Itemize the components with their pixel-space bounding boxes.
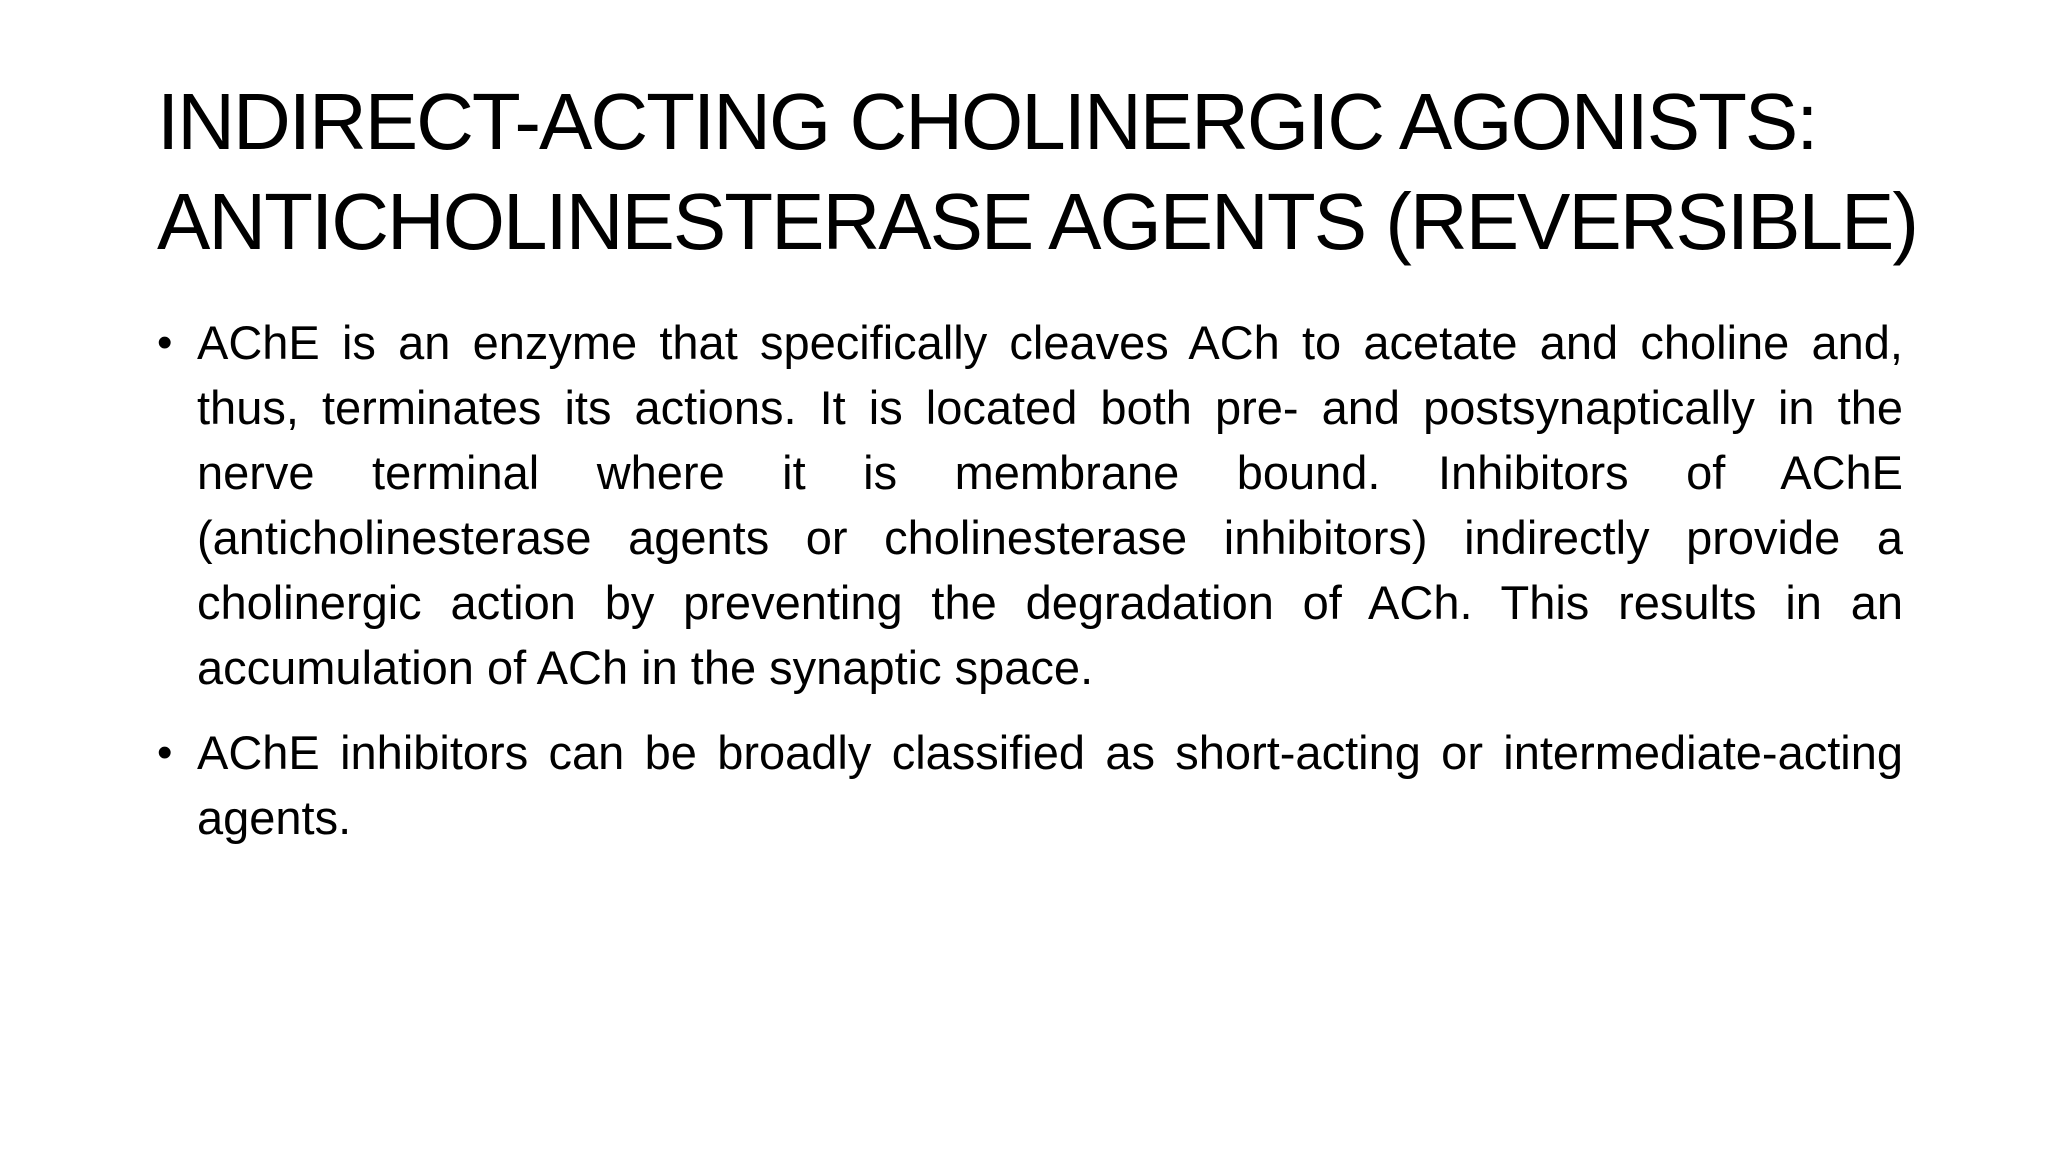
slide-title-line-2: ANTICHOLINESTERASE AGENTS (REVERSIBLE) xyxy=(157,177,1917,266)
bullet-item xyxy=(157,310,1903,700)
slide-title xyxy=(157,72,1957,272)
bullet-list xyxy=(157,310,1903,870)
bullet-text: AChE inhibitors can be broadly classified as short-acting or intermediate-acting agents. xyxy=(197,726,1903,844)
bullet-marker: • xyxy=(157,728,173,777)
slide-title-line-1: INDIRECT-ACTING CHOLINERGIC AGONISTS: xyxy=(157,77,1817,166)
bullet-item xyxy=(157,720,1903,850)
bullet-text: AChE is an enzyme that specifically cleaves ACh to acetate and choline and, thus, terminates its actions. It is located both pre- and postsynaptically in the nerve terminal where it is membrane bound. Inhibitors of AChE (anticholinesterase agents or cholinesterase inhibitors) indirectly provide a cholinergic action by preventing the degradation of ACh. This results in an accumulation of ACh in the synaptic space. xyxy=(197,316,1903,694)
bullet-marker: • xyxy=(157,318,173,367)
